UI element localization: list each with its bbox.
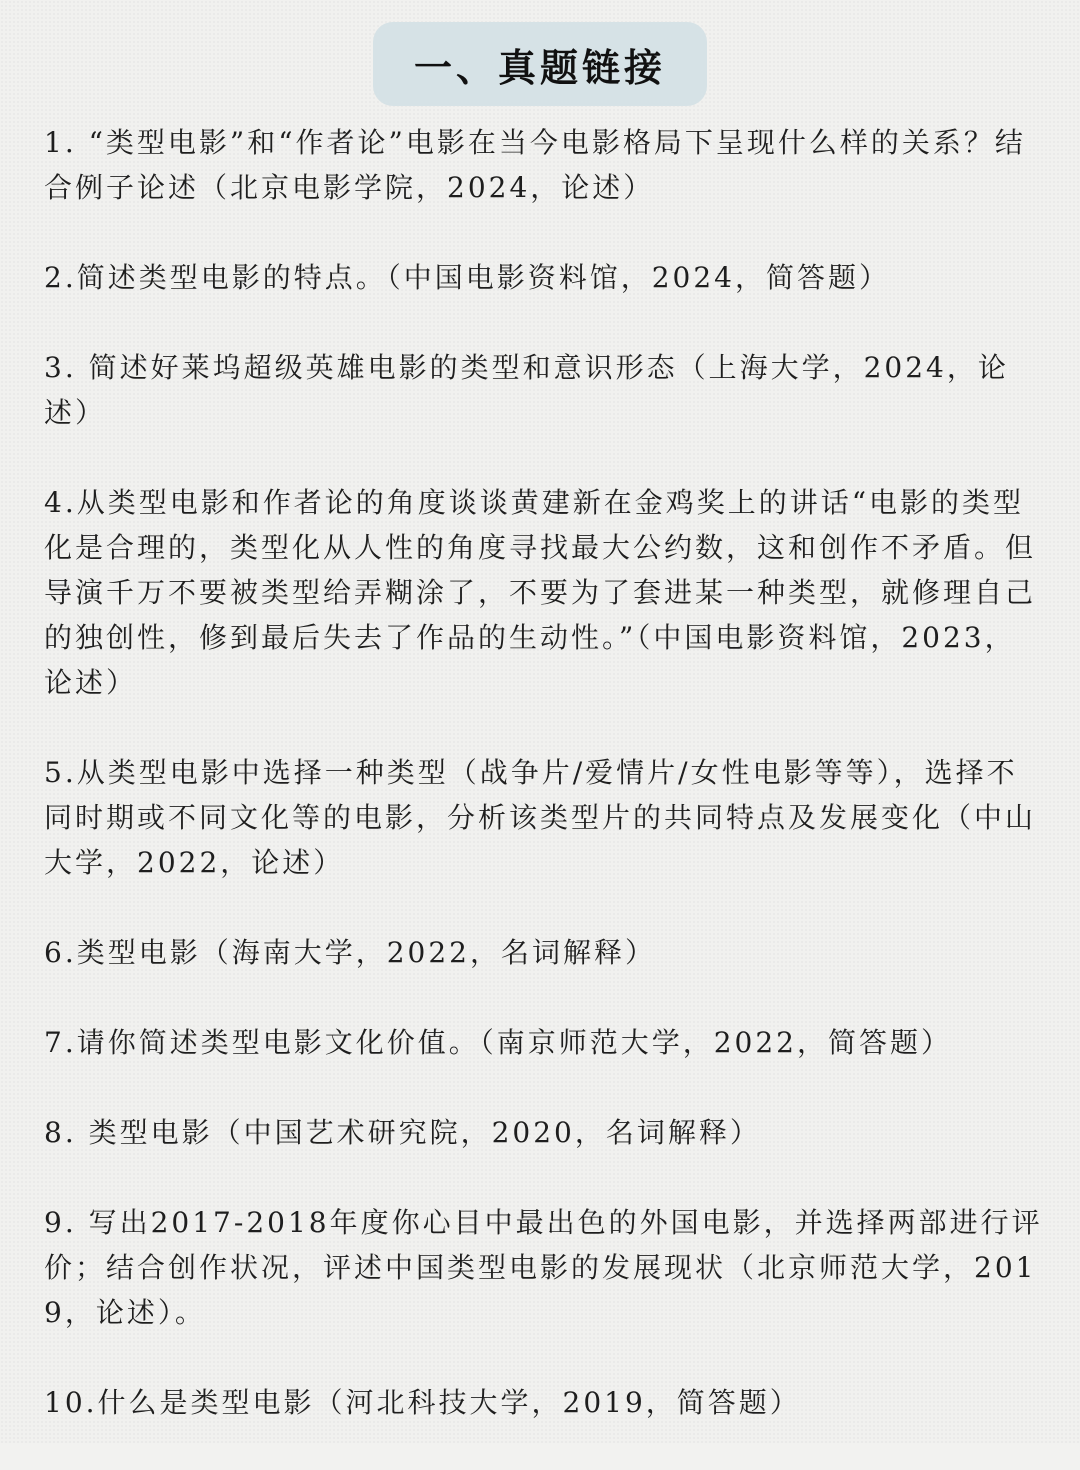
section-title: 一、真题链接 <box>413 45 666 90</box>
question-item-9: 9. 写出2017-2018年度你心目中最出色的外国电影，并选择两部进行评价；结合创作状况，评述中国类型电影的发展现状（北京师范大学，2019，论述）。 <box>44 1206 1043 1329</box>
question-list <box>44 120 1044 1470</box>
question-item-6: 6.类型电影（海南大学，2022，名词解释） <box>44 936 656 969</box>
question-item-7: 7.请你简述类型电影文化价值。（南京师范大学，2022，简答题） <box>44 1026 952 1059</box>
section-title-badge <box>373 22 707 106</box>
question-item-2: 2.简述类型电影的特点。（中国电影资料馆，2024，简答题） <box>44 261 890 294</box>
question-item-3: 3. 简述好莱坞超级英雄电影的类型和意识形态（上海大学，2024，论述） <box>44 351 1009 429</box>
question-item-5: 5.从类型电影中选择一种类型（战争片/爱情片/女性电影等等），选择不同时期或不同文化等的电影，分析该类型片的共同特点及发展变化（中山大学，2022，论述） <box>44 756 1037 879</box>
question-item-10: 10.什么是类型电影（河北科技大学，2019，简答题） <box>44 1386 801 1419</box>
question-item-4: 4.从类型电影和作者论的角度谈谈黄建新在金鸡奖上的讲话“电影的类型化是合理的，类型化从人性的角度寻找最大公约数，这和创作不矛盾。但导演千万不要被类型给弄糊涂了，不要为了套进某一种类型，就修理自己的独创性，修到最后失去了作品的生动性。”（中国电影资料馆，2023，论述） <box>44 486 1037 699</box>
question-item-8: 8. 类型电影（中国艺术研究院，2020，名词解释） <box>44 1116 761 1149</box>
question-item-1: 1. “类型电影”和“作者论”电影在当今电影格局下呈现什么样的关系？结合例子论述（北京电影学院，2024，论述） <box>44 126 1026 204</box>
